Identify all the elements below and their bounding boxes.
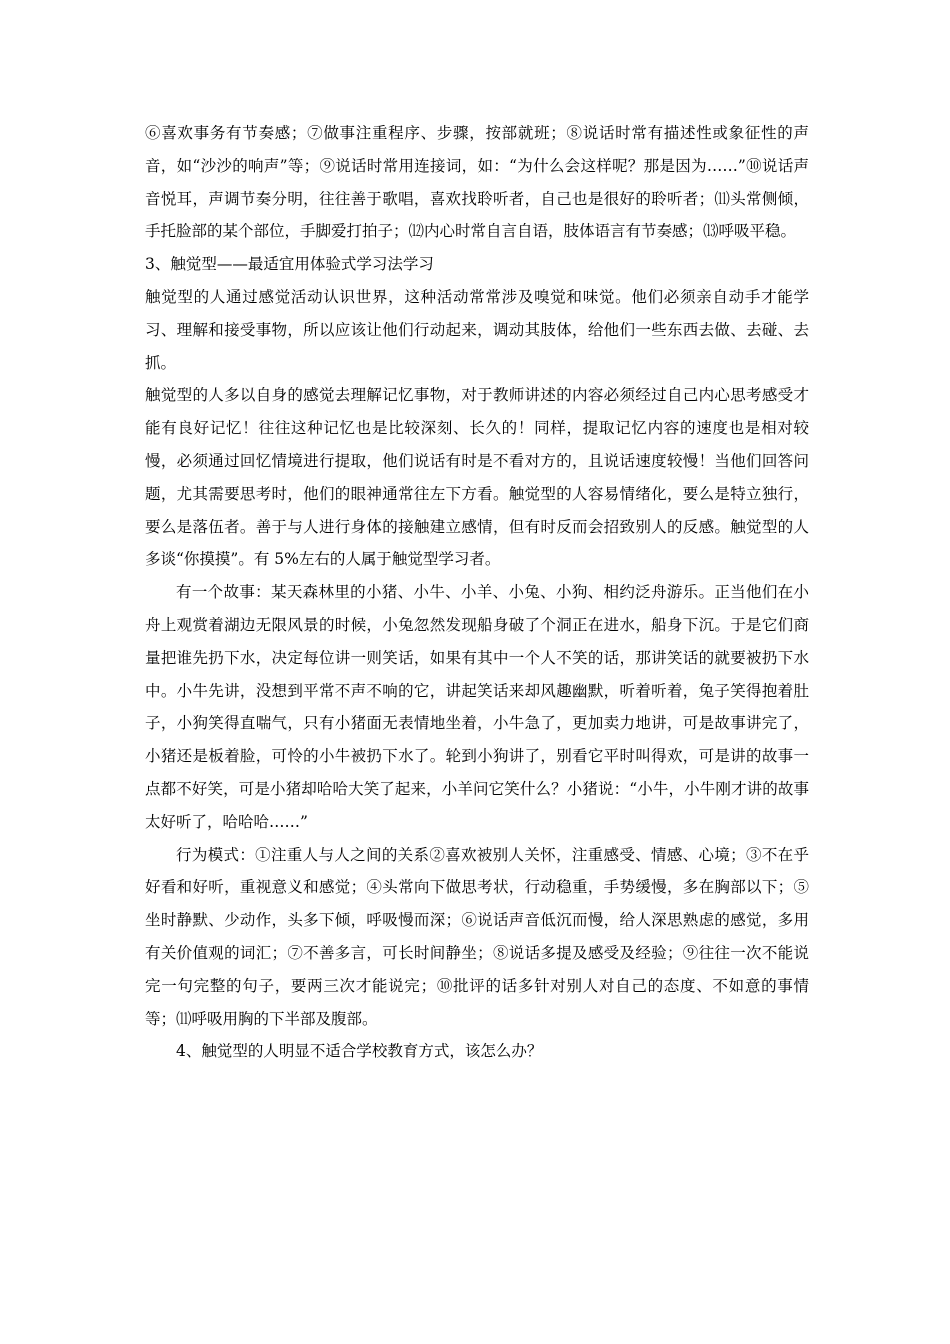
paragraph-tactile-memory: 触觉型的人多以自身的感觉去理解记忆事物，对于教师讲述的内容必须经过自己内心思考感受才能有良好记忆！往往这种记忆也是比较深刻、长久的！同样，提取记忆内容的速度也是相对较慢，必须通过回忆情境进行提取，他们说话有时是不看对方的，且说话速度较慢！当他们回答问题，尤其需要思考时，他们的眼神通常往左下方看。触觉型的人容易情绪化，要么是特立独行，要么是落伍者。善于与人进行身体的接触建立感情，但有时反而会招致别人的反感。触觉型的人多谈“你摸摸”。有 5%左右的人属于触觉型学习者。 bbox=[145, 386, 809, 569]
section-heading-tactile: 3、触觉型——最适宜用体验式学习法学习 bbox=[145, 255, 434, 274]
paragraph-story: 有一个故事：某天森林里的小猪、小牛、小羊、小兔、小狗、相约泛舟游乐。正当他们在小舟上观赏着湖边无限风景的时候，小兔忽然发现船身破了个洞正在进水，船身下沉。于是它们商量把谁先扔下水，决定每位讲一则笑话，如果有其中一个人不笑的话，那讲笑话的就要被扔下水中。小牛先讲，没想到平常不声不响的它，讲起笑话来却风趣幽默，听着听着，兔子笑得抱着肚子，小狗笑得直喘气，只有小猪面无表情地坐着，小牛急了，更加卖力地讲，可是故事讲完了，小猪还是板着脸，可怜的小牛被扔下水了。轮到小狗讲了，别看它平时叫得欢，可是讲的故事一点都不好笑，可是小猪却哈哈大笑了起来，小羊问它笑什么？小猪说：“小牛，小牛刚才讲的故事太好听了，哈哈哈……” bbox=[145, 583, 809, 831]
section-heading-question: 4、触觉型的人明显不适合学校教育方式，该怎么办？ bbox=[176, 1042, 543, 1061]
document-page bbox=[145, 117, 809, 1068]
paragraph-tactile-behavior-list: 行为模式：①注重人与人之间的关系②喜欢被别人关怀，注重感受、情感、心境；③不在乎好看和好听，重视意义和感觉；④头常向下做思考状，行动稳重，手势缓慢，多在胸部以下；⑤坐时静默、少动作，头多下倾，呼吸慢而深；⑥说话声音低沉而慢，给人深思熟虑的感觉，多用有关价值观的词汇；⑦不善多言，可长时间静坐；⑧说话多提及感受及经验；⑨往往一次不能说完一句完整的句子，要两三次才能说完；⑩批评的话多针对别人对自己的态度、不如意的事情等；⑾呼吸用胸的下半部及腹部。 bbox=[145, 845, 809, 1028]
paragraph-tactile-intro: 触觉型的人通过感觉活动认识世界，这种活动常常涉及嗅觉和味觉。他们必须亲自动手才能学习、理解和接受事物，所以应该让他们行动起来，调动其肢体，给他们一些东西去做、去碰、去抓。 bbox=[145, 287, 809, 372]
paragraph-auditory-behavior-list: ⑥喜欢事务有节奏感；⑦做事注重程序、步骤，按部就班；⑧说话时常有描述性或象征性的声音，如“沙沙的响声”等；⑨说话时常用连接词，如：“为什么会这样呢？那是因为……”⑩说话声音悦耳，声调节奏分明，往往善于歌唱，喜欢找聆听者，自己也是很好的聆听者；⑾头常侧倾，手托脸部的某个部位，手脚爱打拍子；⑿内心时常自言自语，肢体语言有节奏感；⒀呼吸平稳。 bbox=[145, 124, 809, 241]
